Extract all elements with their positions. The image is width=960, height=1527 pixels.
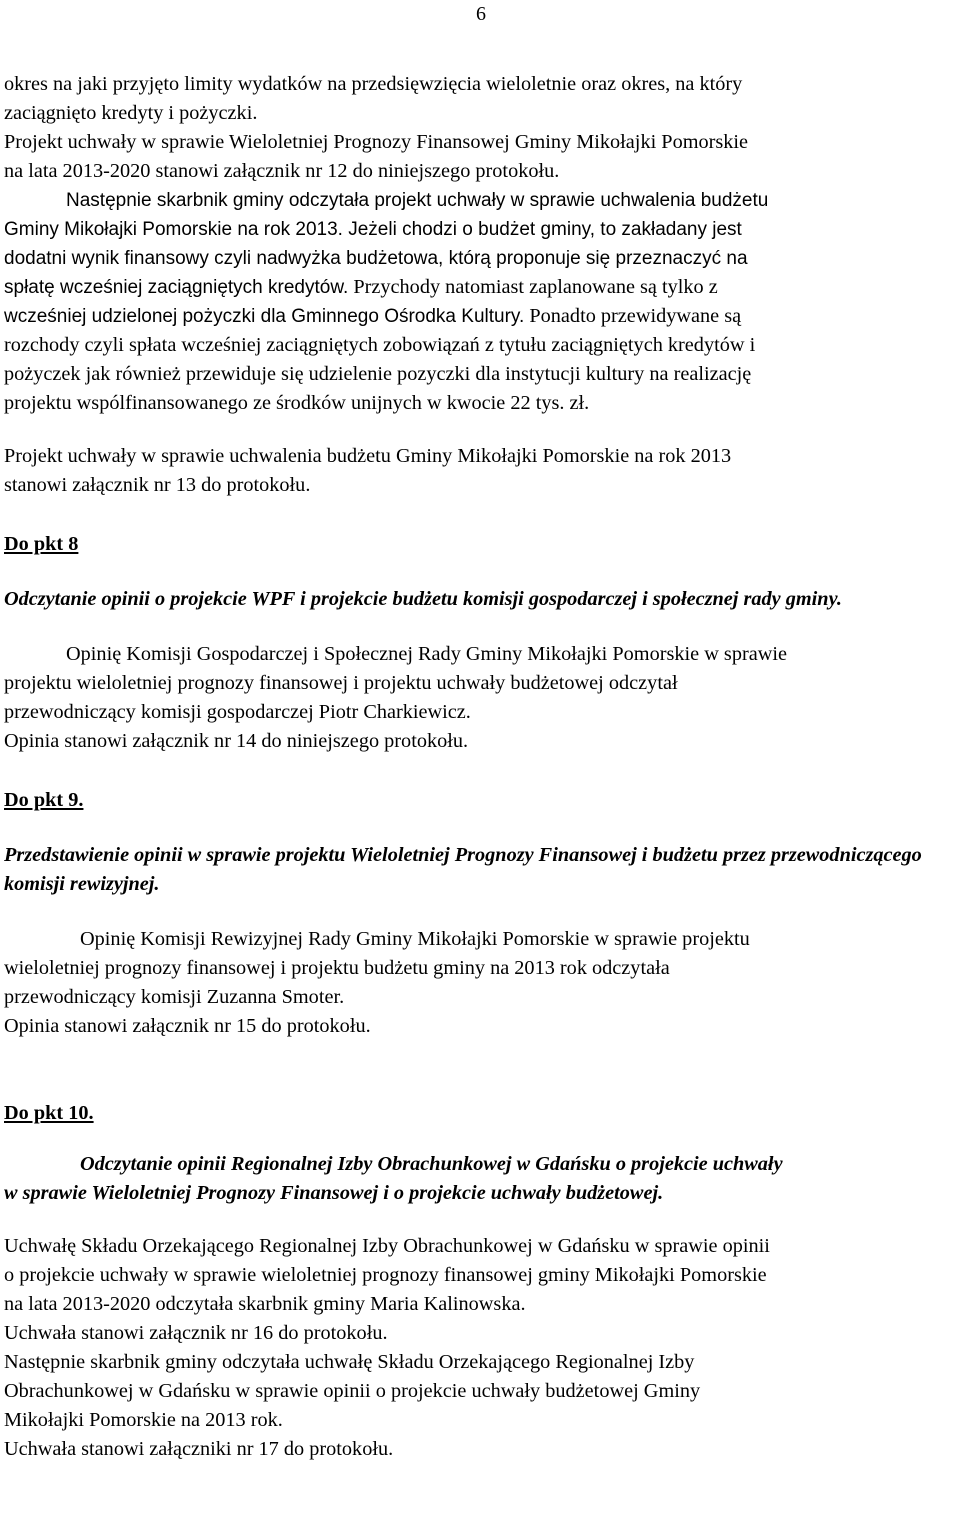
text-line: okres na jaki przyjęto limity wydatków na przedsięwzięcia wieloletnie oraz okres, na który	[4, 73, 743, 95]
section-subheading-pkt10: Odczytanie opinii Regionalnej Izby Obrachunkowej w Gdańsku o projekcie uchwały	[80, 1153, 783, 1175]
text-line: przewodniczący komisji Zuzanna Smoter.	[4, 986, 345, 1008]
text-line	[4, 273, 956, 302]
text-fragment: Gminy Mikołajki Pomorskie na rok 2013. Jeżeli chodzi o budżet gminy, to zakładany jest	[4, 219, 742, 240]
text-line: Projekt uchwały w sprawie Wieloletniej Prognozy Finansowej Gminy Mikołajki Pomorskie	[4, 131, 749, 153]
text-line	[4, 215, 956, 244]
text-fragment: spłatę wcześniej zaciągniętych kredytów.	[4, 277, 349, 298]
text-line: wieloletniej prognozy finansowej i projektu budżetu gminy na 2013 rok odczytała	[4, 957, 670, 979]
text-line: stanowi załącznik nr 13 do protokołu.	[4, 474, 311, 496]
document-body	[4, 70, 956, 1464]
section-subheading-pkt9: Przedstawienie opinii w sprawie projektu Wieloletniej Prognozy Finansowej i budżetu przez przewodniczącego komisji rewizyjnej.	[4, 844, 922, 895]
budget-attachment-paragraph	[4, 442, 956, 500]
pkt8-paragraph	[4, 640, 956, 756]
text-line: Opinię Komisji Gospodarczej i Społecznej Rady Gminy Mikołajki Pomorskie w sprawie	[66, 643, 787, 665]
text-line: Uchwała stanowi załączniki nr 17 do protokołu.	[4, 1438, 394, 1460]
section-subheading-pkt8: Odczytanie opinii o projekcie WPF i projekcie budżetu komisji gospodarczej i społecznej rady gminy.	[4, 588, 842, 610]
text-fragment: Przychody natomiast zaplanowane są tylko z	[348, 276, 718, 298]
section-heading-pkt8: Do pkt 8	[4, 533, 79, 555]
text-line: Mikołajki Pomorskie na 2013 rok.	[4, 1409, 283, 1431]
text-line: Opinię Komisji Rewizyjnej Rady Gminy Mikołajki Pomorskie w sprawie projektu	[80, 928, 750, 950]
text-line: Opinia stanowi załącznik nr 14 do niniejszego protokołu.	[4, 730, 469, 752]
text-line: projektu wieloletniej prognozy finansowej i projektu uchwały budżetowej odczytał	[4, 672, 678, 694]
section-subheading-pkt10-cont: w sprawie Wieloletniej Prognozy Finansowej i o projekcie uchwały budżetowej.	[4, 1182, 664, 1204]
text-line: na lata 2013-2020 odczytała skarbnik gminy Maria Kalinowska.	[4, 1293, 526, 1315]
text-fragment: Ponadto przewidywane są	[524, 305, 742, 327]
intro-paragraph	[4, 70, 956, 186]
text-line: Opinia stanowi załącznik nr 15 do protokołu.	[4, 1015, 371, 1037]
pkt10-paragraph	[4, 1232, 956, 1464]
pkt9-paragraph	[4, 925, 956, 1041]
text-line: projektu wspólfinansowanego ze środków unijnych w kwocie 22 tys. zł.	[4, 392, 590, 414]
text-line: Uchwałę Składu Orzekającego Regionalnej Izby Obrachunkowej w Gdańsku w sprawie opinii	[4, 1235, 770, 1257]
text-line: na lata 2013-2020 stanowi załącznik nr 12 do niniejszego protokołu.	[4, 160, 560, 182]
text-line: przewodniczący komisji gospodarczej Piotr Charkiewicz.	[4, 701, 471, 723]
text-line: pożyczek jak również przewiduje się udzielenie pozyczki dla instytucji kultury na realizację	[4, 363, 752, 385]
text-line: dodatni wynik finansowy czyli nadwyżka budżetowa, którą proponuje się przeznaczyć na	[4, 248, 748, 269]
budget-paragraph	[4, 186, 956, 418]
text-line: zaciągnięto kredyty i pożyczki.	[4, 102, 258, 124]
text-line	[4, 302, 956, 331]
text-line: Następnie skarbnik gminy odczytała projekt uchwały w sprawie uchwalenia budżetu	[66, 190, 769, 211]
text-line: o projekcie uchwały w sprawie wieloletniej prognozy finansowej gminy Mikołajki Pomorskie	[4, 1264, 767, 1286]
page-number: 6	[476, 3, 486, 25]
text-fragment: wcześniej udzielonej pożyczki dla Gminnego Ośrodka Kultury.	[4, 306, 525, 327]
text-line: Następnie skarbnik gminy odczytała uchwałę Składu Orzekającego Regionalnej Izby	[4, 1351, 695, 1373]
text-line: Obrachunkowej w Gdańsku w sprawie opinii o projekcie uchwały budżetowej Gminy	[4, 1380, 701, 1402]
section-heading-pkt10: Do pkt 10.	[4, 1102, 94, 1124]
text-line: Uchwała stanowi załącznik nr 16 do protokołu.	[4, 1322, 388, 1344]
text-line: Projekt uchwały w sprawie uchwalenia budżetu Gminy Mikołajki Pomorskie na rok 2013	[4, 445, 732, 467]
section-heading-pkt9: Do pkt 9.	[4, 789, 84, 811]
text-line: rozchody czyli spłata wcześniej zaciągniętych zobowiązań z tytułu zaciągniętych kredytów i	[4, 334, 756, 356]
